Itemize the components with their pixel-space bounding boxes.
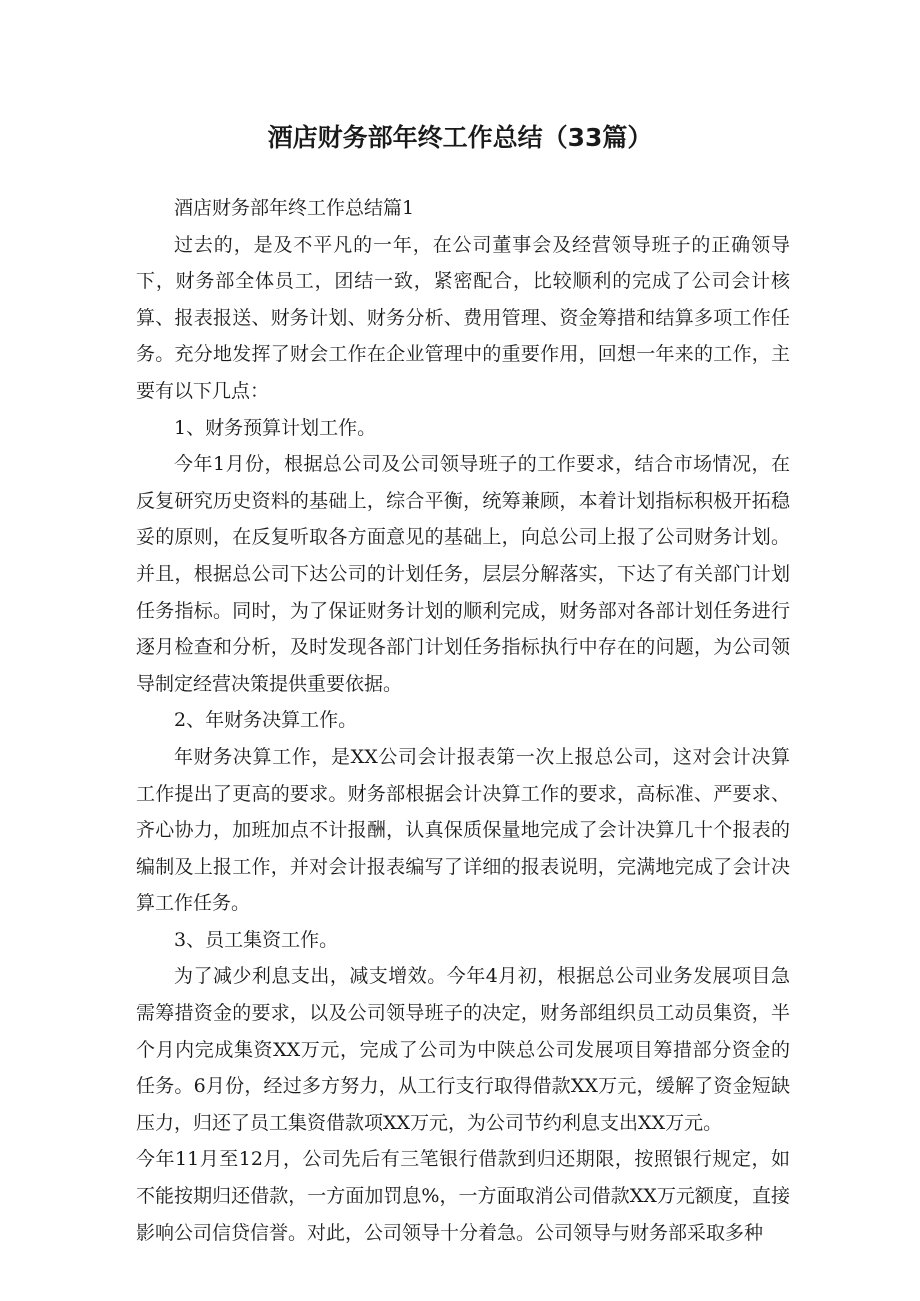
document-title: 酒店财务部年终工作总结（33篇）	[267, 123, 653, 152]
body-paragraph: 年财务决算工作，是XX公司会计报表第一次上报总公司，这对会计决算工作提出了更高的要求。财务部根据会计决算工作的要求，高标准、严要求、齐心协力，加班加点不计报酬，认真保质保量地完成了会计决算几十个报表的编制及上报工作，并对会计报表编写了详细的报表说明，完满地完成了会计决算工作任务。	[136, 745, 790, 915]
body-paragraph: 过去的，是及不平凡的一年，在公司董事会及经营领导班子的正确领导下，财务部全体员工，团结一致，紧密配合，比较顺利的完成了公司会计核算、报表报送、财务计划、财务分析、费用管理、资金筹措和结算多项工作任务。充分地发挥了财会工作在企业管理中的重要作用，回想一年来的工作，主要有以下几点：	[136, 233, 790, 402]
body-paragraph: 今年11月至12月，公司先后有三笔银行借款到归还期限，按照银行规定，如不能按期归还借款，一方面加罚息%，一方面取消公司借款XX万元额度，直接影响公司信贷信誉。对此，公司领导十分着急。公司领导与财务部采取多种	[136, 1148, 790, 1244]
body-paragraph: 今年1月份，根据总公司及公司领导班子的工作要求，结合市场情况，在反复研究历史资料的基础上，综合平衡，统筹兼顾，本着计划指标积极开拓稳妥的原则，在反复听取各方面意见的基础上，向总公司上报了公司财务计划。并且，根据总公司下达公司的计划任务，层层分解落实，下达了有关部门计划任务指标。同时，为了保证财务计划的顺利完成，财务部对各部计划任务进行逐月检查和分析，及时发现各部门计划任务指标执行中存在的问题，为公司领导制定经营决策提供重要依据。	[136, 453, 790, 695]
section-heading: 酒店财务部年终工作总结篇1	[174, 197, 415, 219]
numbered-heading: 3、员工集资工作。	[174, 928, 339, 951]
document-body	[136, 190, 790, 1251]
numbered-heading: 2、年财务决算工作。	[174, 709, 358, 732]
numbered-heading: 1、财务预算计划工作。	[174, 416, 377, 439]
body-paragraph: 为了减少利息支出，减支增效。今年4月初，根据总公司业务发展项目急需筹措资金的要求，以及公司领导班子的决定，财务部组织员工动员集资，半个月内完成集资XX万元，完成了公司为中陕总公司发展项目筹措部分资金的任务。6月份，经过多方努力，从工行支行取得借款XX万元，缓解了资金短缺压力，归还了员工集资借款项XX万元，为公司节约利息支出XX万元。	[136, 965, 790, 1134]
